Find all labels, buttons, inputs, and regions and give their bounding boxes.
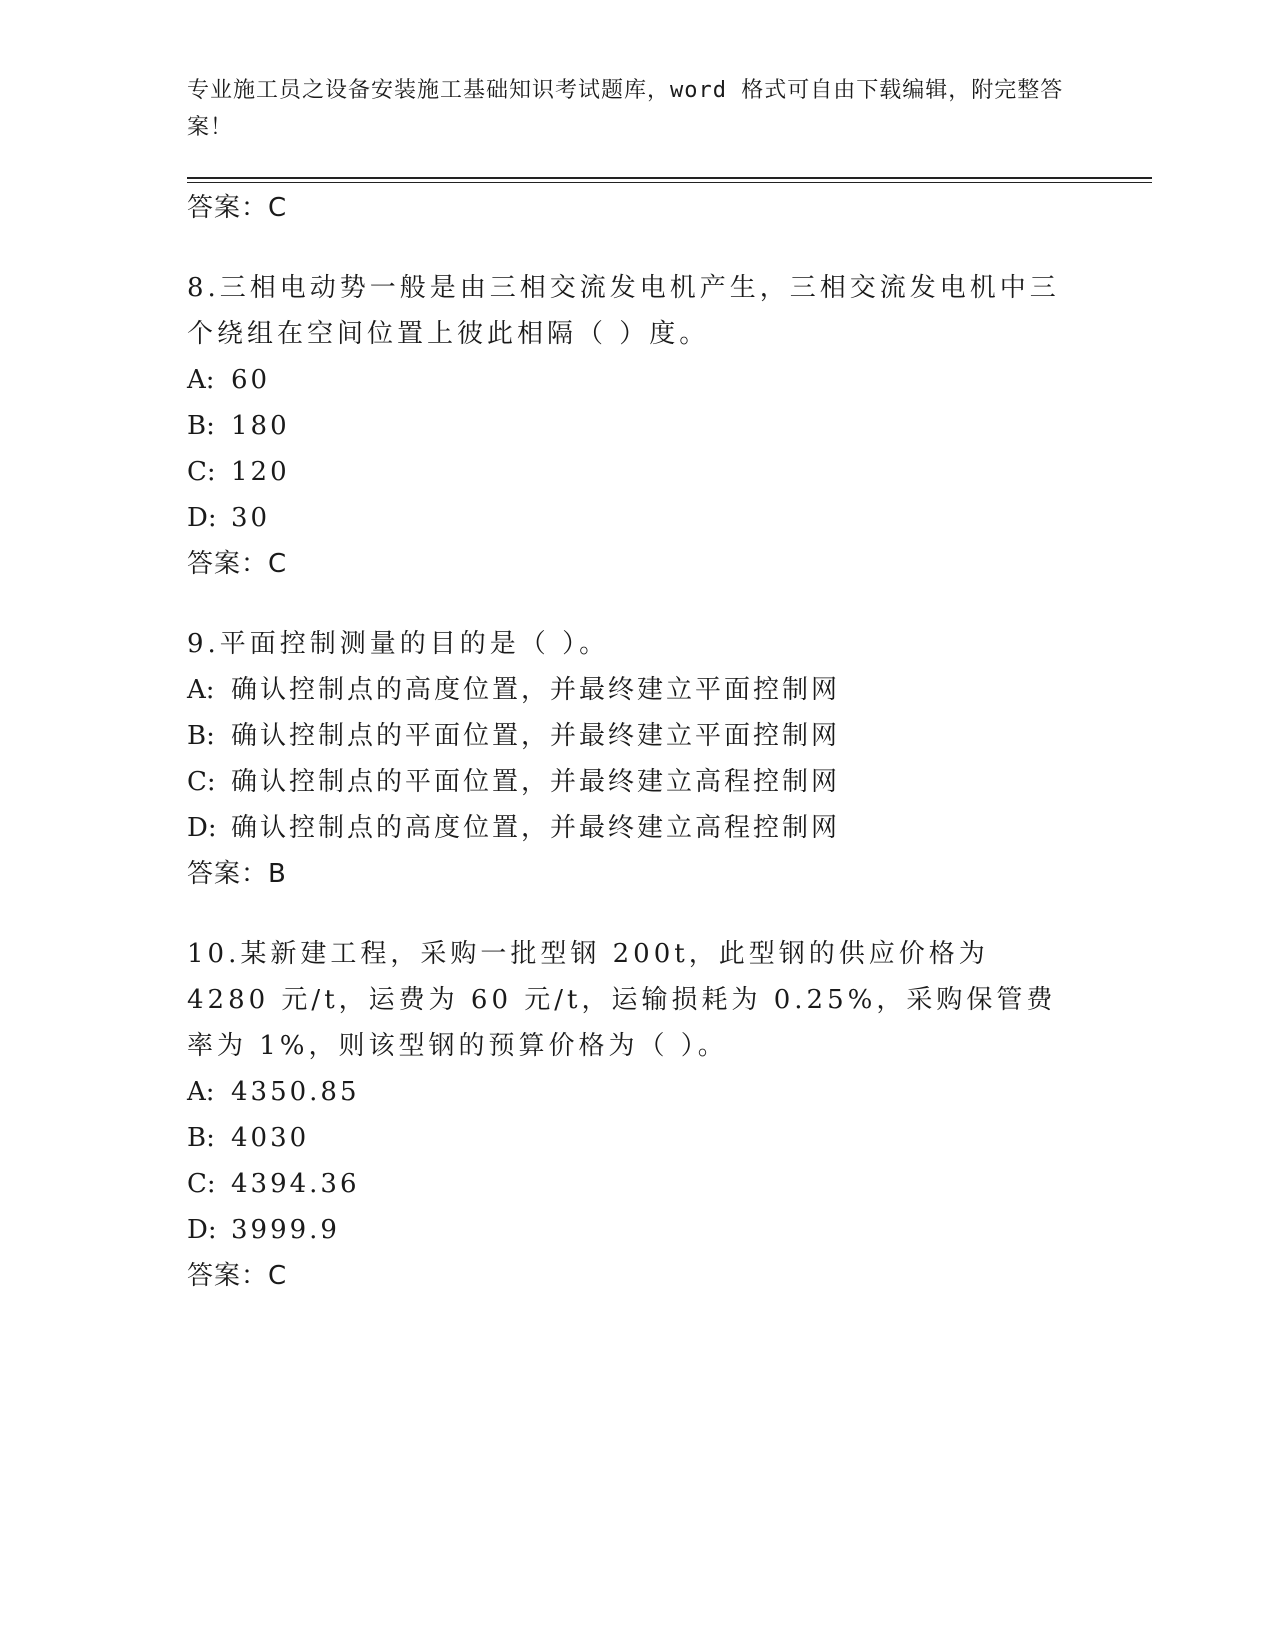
option-letter: D: bbox=[187, 503, 217, 533]
question-text: 10.某新建工程，采购一批型钢 200t，此型钢的供应价格为 4280 元/t，运费为 60 元/t，运输损耗为 0.25%，采购保管费率为 1%，则该型钢的预算价格为（ ）。 bbox=[187, 939, 1057, 1061]
answer-line: 答案：C bbox=[187, 549, 288, 579]
option-letter: D: bbox=[187, 1215, 217, 1245]
question-block bbox=[187, 621, 1077, 897]
option-text: 60 bbox=[231, 365, 271, 395]
option-text: 3999.9 bbox=[231, 1215, 340, 1245]
option-text: 4350.85 bbox=[231, 1077, 360, 1107]
option-b bbox=[187, 713, 1077, 759]
answer-line: 答案：C bbox=[187, 1261, 288, 1291]
header-rule bbox=[187, 177, 1152, 179]
question-text: 8.三相电动势一般是由三相交流发电机产生，三相交流发电机中三个绕组在空间位置上彼此相隔（ ）度。 bbox=[187, 273, 1060, 349]
option-letter: B: bbox=[187, 411, 215, 441]
option-b bbox=[187, 403, 1077, 449]
option-b bbox=[187, 1115, 1077, 1161]
option-text: 确认控制点的高度位置，并最终建立高程控制网 bbox=[231, 813, 841, 843]
option-letter: B: bbox=[187, 1123, 215, 1153]
option-d bbox=[187, 1207, 1077, 1253]
option-letter: D: bbox=[187, 813, 217, 843]
option-d bbox=[187, 495, 1077, 541]
option-text: 180 bbox=[231, 411, 290, 441]
option-c bbox=[187, 1161, 1077, 1207]
header-rule-thin bbox=[187, 182, 1152, 183]
option-letter: C: bbox=[187, 1169, 216, 1199]
option-text: 确认控制点的高度位置，并最终建立平面控制网 bbox=[231, 675, 841, 705]
option-a bbox=[187, 1069, 1077, 1115]
option-letter: C: bbox=[187, 457, 216, 487]
option-a bbox=[187, 667, 1077, 713]
option-text: 30 bbox=[231, 503, 271, 533]
option-c bbox=[187, 759, 1077, 805]
question-block bbox=[187, 931, 1077, 1299]
page-header: 专业施工员之设备安装施工基础知识考试题库，word 格式可自由下载编辑，附完整答案！ bbox=[187, 78, 1064, 140]
option-text: 确认控制点的平面位置，并最终建立高程控制网 bbox=[231, 767, 841, 797]
option-a bbox=[187, 357, 1077, 403]
answer-line: 答案：B bbox=[187, 859, 287, 889]
option-d bbox=[187, 805, 1077, 851]
option-c bbox=[187, 449, 1077, 495]
option-text: 确认控制点的平面位置，并最终建立平面控制网 bbox=[231, 721, 841, 751]
option-letter: C: bbox=[187, 767, 216, 797]
question-list bbox=[187, 185, 1077, 1299]
question-text: 9.平面控制测量的目的是（ ）。 bbox=[187, 629, 610, 659]
answer-line: 答案：C bbox=[187, 193, 288, 223]
option-letter: A: bbox=[187, 1077, 215, 1107]
option-letter: B: bbox=[187, 721, 215, 751]
option-letter: A: bbox=[187, 675, 215, 705]
question-block bbox=[187, 265, 1077, 587]
option-letter: A: bbox=[187, 365, 215, 395]
option-text: 4394.36 bbox=[231, 1169, 360, 1199]
option-text: 120 bbox=[231, 457, 290, 487]
option-text: 4030 bbox=[231, 1123, 310, 1153]
